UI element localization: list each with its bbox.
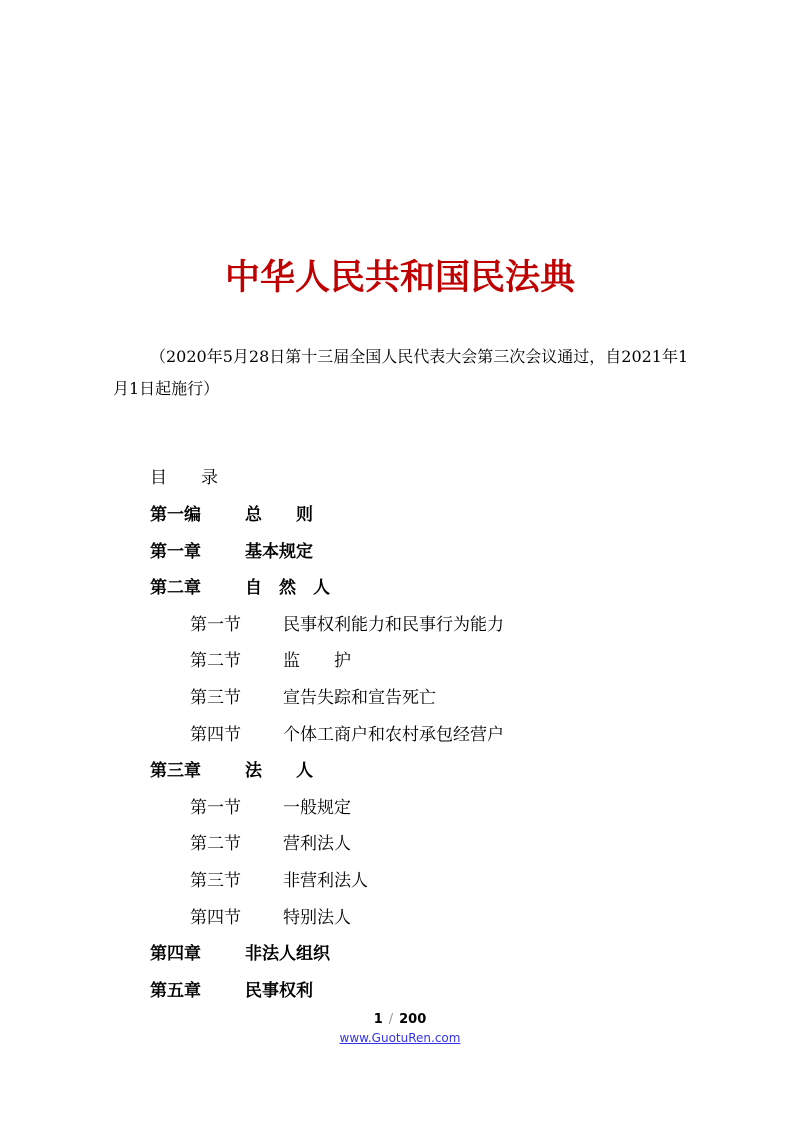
toc-entry-label: 第一节 [190, 797, 241, 818]
toc-entry-title: 监 护 [283, 651, 351, 672]
toc-entry-title: 非营利法人 [283, 871, 368, 891]
toc-chapter-entry[interactable] [150, 753, 313, 789]
toc-entry-label: 第四章 [150, 944, 201, 965]
toc-entry-title: 总 则 [245, 505, 313, 525]
toc-entry-title: 非法人组织 [245, 944, 330, 965]
toc-chapter-entry[interactable] [150, 497, 313, 533]
toc-chapter-entry[interactable] [150, 570, 330, 606]
toc-entry-title: 个体工商户和农村承包经营户 [283, 724, 504, 745]
toc-entry-title: 自 然 人 [245, 578, 330, 599]
toc-entry-title: 特别法人 [283, 907, 351, 928]
toc-entry-title: 宣告失踪和宣告死亡 [283, 688, 436, 708]
total-pages: 200 [399, 1012, 427, 1027]
toc-entry-title: 民事权利 [245, 980, 313, 1001]
current-page: 1 [373, 1012, 383, 1027]
toc-heading: 目 录 [150, 468, 218, 488]
toc-entry-title: 基本规定 [245, 541, 313, 562]
toc-section-entry[interactable] [190, 863, 368, 899]
toc-section-entry[interactable] [190, 790, 351, 826]
toc-entry-label: 第一编 [150, 505, 201, 525]
toc-entry-label: 第四节 [190, 907, 241, 928]
toc-entry-label: 第三节 [190, 688, 241, 708]
toc-section-entry[interactable] [190, 607, 504, 643]
intro-line-2: 月1日起施行） [113, 379, 220, 398]
website-link[interactable]: www.GuotuRen.com [339, 1031, 461, 1045]
toc-entry-label: 第二节 [190, 651, 241, 672]
toc-entry-label: 第四节 [190, 724, 241, 745]
toc-entry-title: 一般规定 [283, 797, 351, 818]
toc-entry-title: 法 人 [245, 761, 313, 782]
toc-entry-label: 第二节 [190, 834, 241, 855]
page-number [0, 1012, 800, 1027]
toc-entry-label: 第三章 [150, 761, 201, 782]
toc-chapter-entry[interactable] [150, 534, 313, 570]
toc-entry-label: 第五章 [150, 980, 201, 1001]
toc-entry-label: 第一节 [190, 614, 241, 635]
toc-entry-title: 营利法人 [283, 834, 351, 855]
page-separator: / [388, 1012, 394, 1027]
toc-section-entry[interactable] [190, 900, 351, 936]
toc-chapter-entry[interactable] [150, 973, 313, 1009]
document-title: 中华人民共和国民法典 [224, 258, 575, 298]
toc-entry-label: 第一章 [150, 541, 201, 562]
toc-entry-label: 第二章 [150, 578, 201, 599]
toc-entry-label: 第三节 [190, 871, 241, 891]
toc-section-entry[interactable] [190, 680, 436, 716]
toc-section-entry[interactable] [190, 717, 504, 753]
intro-line-1: （2020年5月28日第十三届全国人民代表大会第三次会议通过，自2021年1 [150, 347, 689, 366]
toc-chapter-entry[interactable] [150, 936, 330, 972]
toc-section-entry[interactable] [190, 826, 351, 862]
toc-section-entry[interactable] [190, 643, 351, 679]
toc-entry-title: 民事权利能力和民事行为能力 [283, 614, 504, 635]
